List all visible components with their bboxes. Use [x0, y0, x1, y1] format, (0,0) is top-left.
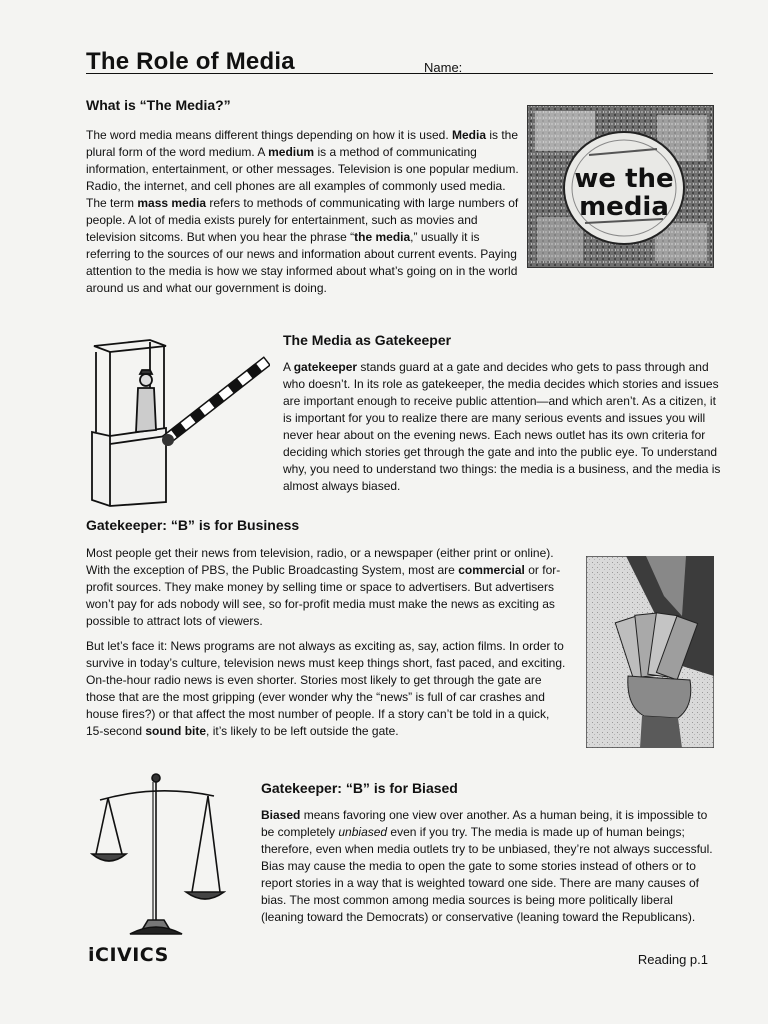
- what-is-media-paragraph: The word media means different things depending on how it is used. Media is the plural form of the word medium. A medium is a method of communicating information, entertainment, or other messages. Television is one popular medium. Radio, the internet, and cell phones are all examples of commonly used media. The term mass media refers to methods of communicating with large numbers of people. A lot of media exists purely for entertainment, such as movies and television sitcoms. But when you hear the phrase “the media,” usually it is referring to the sources of our news and information about current events. Paying attention to the media is how we stay informed about what’s going on in the world around us and what our government is doing.: [86, 128, 519, 295]
- name-label: Name:: [424, 60, 463, 75]
- section-heading-biased: Gatekeeper: “B” is for Biased: [261, 780, 458, 796]
- we-the-media-photo: [527, 105, 714, 268]
- section-heading-gatekeeper: The Media as Gatekeeper: [283, 332, 452, 348]
- title-underline: [86, 73, 713, 74]
- page-number: Reading p.1: [637, 952, 708, 967]
- page-title: The Role of Media: [86, 48, 295, 75]
- scales-of-justice-illustration: [90, 770, 226, 940]
- gatekeeper-paragraph: A gatekeeper stands guard at a gate and decides who gets to pass through and who doesn’t. In its role as gatekeeper, the media decides which stories and issues are important enough to receive public attention—and which aren’t. As a citizen, it is important for you to realize there are many serious events and issues you will never hear about on the evening news. Each news outlet has its own criteria for deciding which stories get through the gate and into the public eye. To understand why, you need to understand two things: the media is a business, and the media is almost always biased.: [283, 360, 721, 493]
- we-the-text: we the: [574, 164, 674, 194]
- biased-paragraph: Biased means favoring one view over another. As a human being, it is impossible to be completely unbiased even if you try. The media is made up of human beings; therefore, even when media outlets try to be unbiased, they’re not always successful. Bias may cause the media to open the gate to some stories instead of others or to report stories in a way that is weighted toward one side. There are many causes of bias. The most common among media sources is being more politically liberal (leaning toward the Democrats) or conservative (leaning toward the Republicans).: [261, 808, 713, 924]
- section-heading-what-is-media: What is “The Media?”: [86, 97, 231, 113]
- icivics-logo: iCIVICS: [88, 944, 169, 966]
- section-heading-business: Gatekeeper: “B” is for Business: [86, 517, 300, 533]
- business-paragraph-1: Most people get their news from television, radio, or a newspaper (either print or online). With the exception of PBS, the Public Broadcasting System, most are commercial or for-profit sources. They make money by selling time or space to advertisers. But advertisers won’t pay for ads nobody will see, so for-profit media must make the news as exciting as possible to attract lots of viewers.: [86, 546, 561, 628]
- money-in-hand-photo: [586, 556, 714, 748]
- business-paragraph-2: But let’s face it: News programs are not always as exciting as, say, action films. In order to survive in today’s culture, television news must keep things short, fast paced, and exciting. On-the-hour radio news is even shorter. Stories most likely to get through the gate are those that are the most gripping (ever wonder why the “news” is full of car crashes and house fires?) or that affect the most number of people. If a story can’t be told in a quick, 15-second sound bite, it’s likely to be left outside the gate.: [86, 639, 566, 738]
- gatekeeper-booth-illustration: [88, 332, 270, 508]
- media-text: media: [579, 192, 669, 222]
